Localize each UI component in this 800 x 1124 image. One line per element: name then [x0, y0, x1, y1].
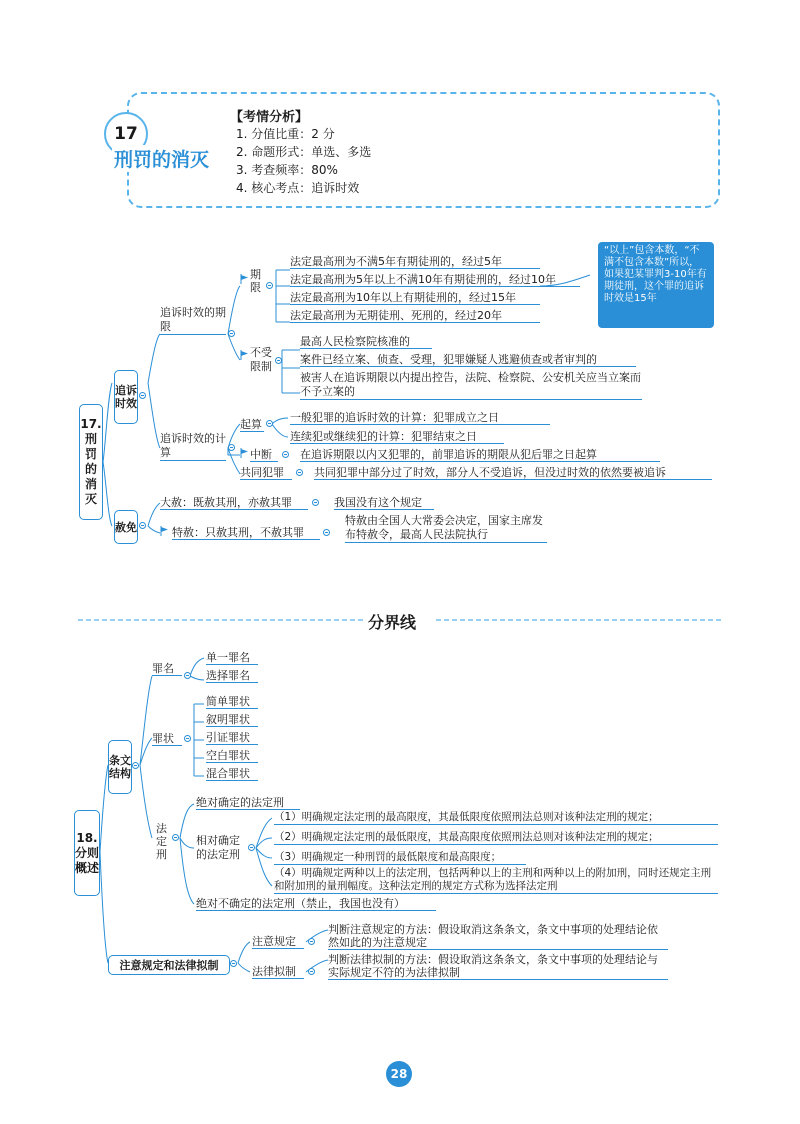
collapse-icon [296, 469, 303, 476]
collapse-icon [308, 938, 315, 945]
qisuan-item: 一般犯罪的追诉时效的计算：犯罪成立之日 [290, 411, 550, 425]
qixian-item: 法定最高刑为5年以上不满10年有期徒刑的，经过10年 [290, 273, 580, 287]
collapse-icon [228, 330, 235, 337]
xiangdui-item: （4）明确规定两种以上的法定刑，包括两种以上的主刑和两种以上的附加刑，同时还规定主刑和附加刑的量刑幅度。这种法定刑的规定方式称为选择法定刑 [274, 867, 718, 894]
flag-icon [240, 274, 248, 284]
zuiming-item: 单一罪名 [206, 651, 258, 665]
root-node-17: 17.刑罚的消灭 [79, 404, 103, 520]
qixian-item: 法定最高刑为无期徒刑、死刑的，经过20年 [290, 309, 540, 323]
zuiming-item: 选择罪名 [206, 669, 258, 683]
gongtong-text: 共同犯罪中部分过了时效，部分人不受追诉，但没过时效的依然要被追诉 [314, 466, 712, 480]
node-zhuyi: 注意规定 [252, 935, 304, 949]
zuizhuang-item: 混合罪状 [206, 767, 258, 781]
node-shemian: 赦免 [114, 510, 138, 544]
node-zhuyi-group: 注意规定和法律拟制 [108, 955, 230, 975]
collapse-icon [172, 834, 179, 841]
xiangdui-item: （1）明确规定法定刑的最高限度，其最低限度依照刑法总则对该种法定刑的规定； [274, 811, 718, 825]
collapse-icon [230, 960, 237, 967]
node-jisuan-group: 追诉时效的计算 [160, 432, 226, 459]
analysis-item: 1. 分值比重：2 分 [236, 127, 335, 141]
zuizhuang-item: 引证罪状 [206, 731, 258, 745]
collapse-icon [228, 444, 235, 451]
collapse-icon [248, 844, 255, 851]
node-tiaowen: 条文结构 [108, 740, 132, 794]
collapse-icon [139, 522, 146, 529]
analysis-item: 4. 核心考点：追诉时效 [236, 181, 360, 195]
divider-label: 分界线 [368, 613, 417, 632]
qixian-item: 法定最高刑为不满5年有期徒刑的，经过5年 [290, 255, 540, 269]
page-number [386, 1061, 412, 1087]
xiangdui-item: （3）明确规定一种刑罚的最低限度和最高限度； [274, 851, 526, 865]
collapse-icon [312, 499, 319, 506]
flag-icon [240, 448, 248, 458]
zhongduan-text: 在追诉期限以内又犯罪的，前罪追诉的期限从犯后罪之日起算 [300, 448, 660, 462]
node-qisuan: 起算 [240, 418, 262, 431]
collapse-icon [139, 392, 146, 399]
node-nizhi: 法律拟制 [252, 965, 304, 979]
collapse-icon [132, 762, 139, 769]
teshe-text: 特赦由全国人大常委会决定，国家主席发布特赦令，最高人民法院执行 [345, 514, 547, 543]
node-jueduiqueding: 绝对确定的法定刑 [196, 796, 300, 810]
zhuyi-text: 判断注意规定的方法：假设取消这条条文，条文中事项的处理结论依然如此的为注意规定 [328, 923, 668, 950]
node-qixian-group: 追诉时效的期限 [160, 306, 226, 333]
node-zhuisu: 追诉时效 [114, 370, 138, 424]
analysis-item: 2. 命题形式：单选、多选 [236, 145, 372, 159]
node-dashe: 大赦：既赦其刑，亦赦其罪 [160, 496, 308, 510]
node-teshe: 特赦：只赦其刑，不赦其罪 [172, 526, 320, 540]
zuizhuang-item: 叙明罪状 [206, 713, 258, 727]
node-gongtong: 共同犯罪 [240, 466, 292, 480]
note-callout: “以上”包含本数，“不满不包含本数”所以，如果犯某罪判3-10年有期徒刑，这个罪的追诉时效是15年 [598, 242, 714, 328]
analysis-item: 3. 考查频率：80% [236, 163, 338, 177]
collapse-icon [323, 529, 330, 536]
collapse-icon [308, 968, 315, 975]
collapse-icon [184, 735, 191, 742]
dashe-text: 我国没有这个规定 [334, 496, 434, 510]
analysis-title: 【考情分析】 [230, 110, 309, 125]
collapse-icon [266, 282, 273, 289]
node-zuiming: 罪名 [152, 662, 182, 676]
bushou-item: 被害人在追诉期限以内提出控告，法院、检察院、公安机关应当立案而不予立案的 [300, 371, 641, 398]
node-fadingxing: 法定刑 [156, 822, 167, 861]
node-xiangduiqueding: 相对确定的法定刑 [196, 834, 240, 861]
node-zhongduan: 中断 [250, 448, 278, 462]
root-node-18: 18.分则概述 [74, 810, 100, 896]
node-qixian: 期限 [250, 268, 261, 294]
collapse-icon [282, 451, 289, 458]
bushou-item: 最高人民检察院核准的 [300, 335, 432, 349]
node-zuizhuang: 罪状 [152, 732, 182, 746]
collapse-icon [184, 672, 191, 679]
collapse-icon [275, 357, 282, 364]
flag-icon [160, 526, 168, 536]
zuizhuang-item: 简单罪状 [206, 695, 258, 709]
flag-icon [240, 350, 248, 360]
chapter-title: 刑罚的消灭 [112, 145, 211, 172]
chapter-number: 17 [114, 124, 138, 144]
qisuan-item: 连续犯或继续犯的计算：犯罪结束之日 [290, 430, 504, 444]
xiangdui-item: （2）明确规定法定刑的最低限度，其最高限度依照刑法总则对该种法定刑的规定； [274, 831, 718, 845]
collapse-icon [266, 420, 273, 427]
nizhi-text: 判断法律拟制的方法：假设取消这条条文，条文中事项的处理结论与实际规定不符的为法律拟制 [328, 953, 668, 980]
page-number-text: 28 [390, 1067, 408, 1081]
node-bushou: 不受限制 [250, 346, 272, 373]
node-jueduibuqueding: 绝对不确定的法定刑（禁止，我国也没有） [196, 897, 436, 911]
qixian-item: 法定最高刑为10年以上有期徒刑的，经过15年 [290, 291, 540, 305]
bushou-item: 案件已经立案、侦查、受理，犯罪嫌疑人逃避侦查或者审判的 [300, 353, 636, 367]
zuizhuang-item: 空白罪状 [206, 749, 258, 763]
